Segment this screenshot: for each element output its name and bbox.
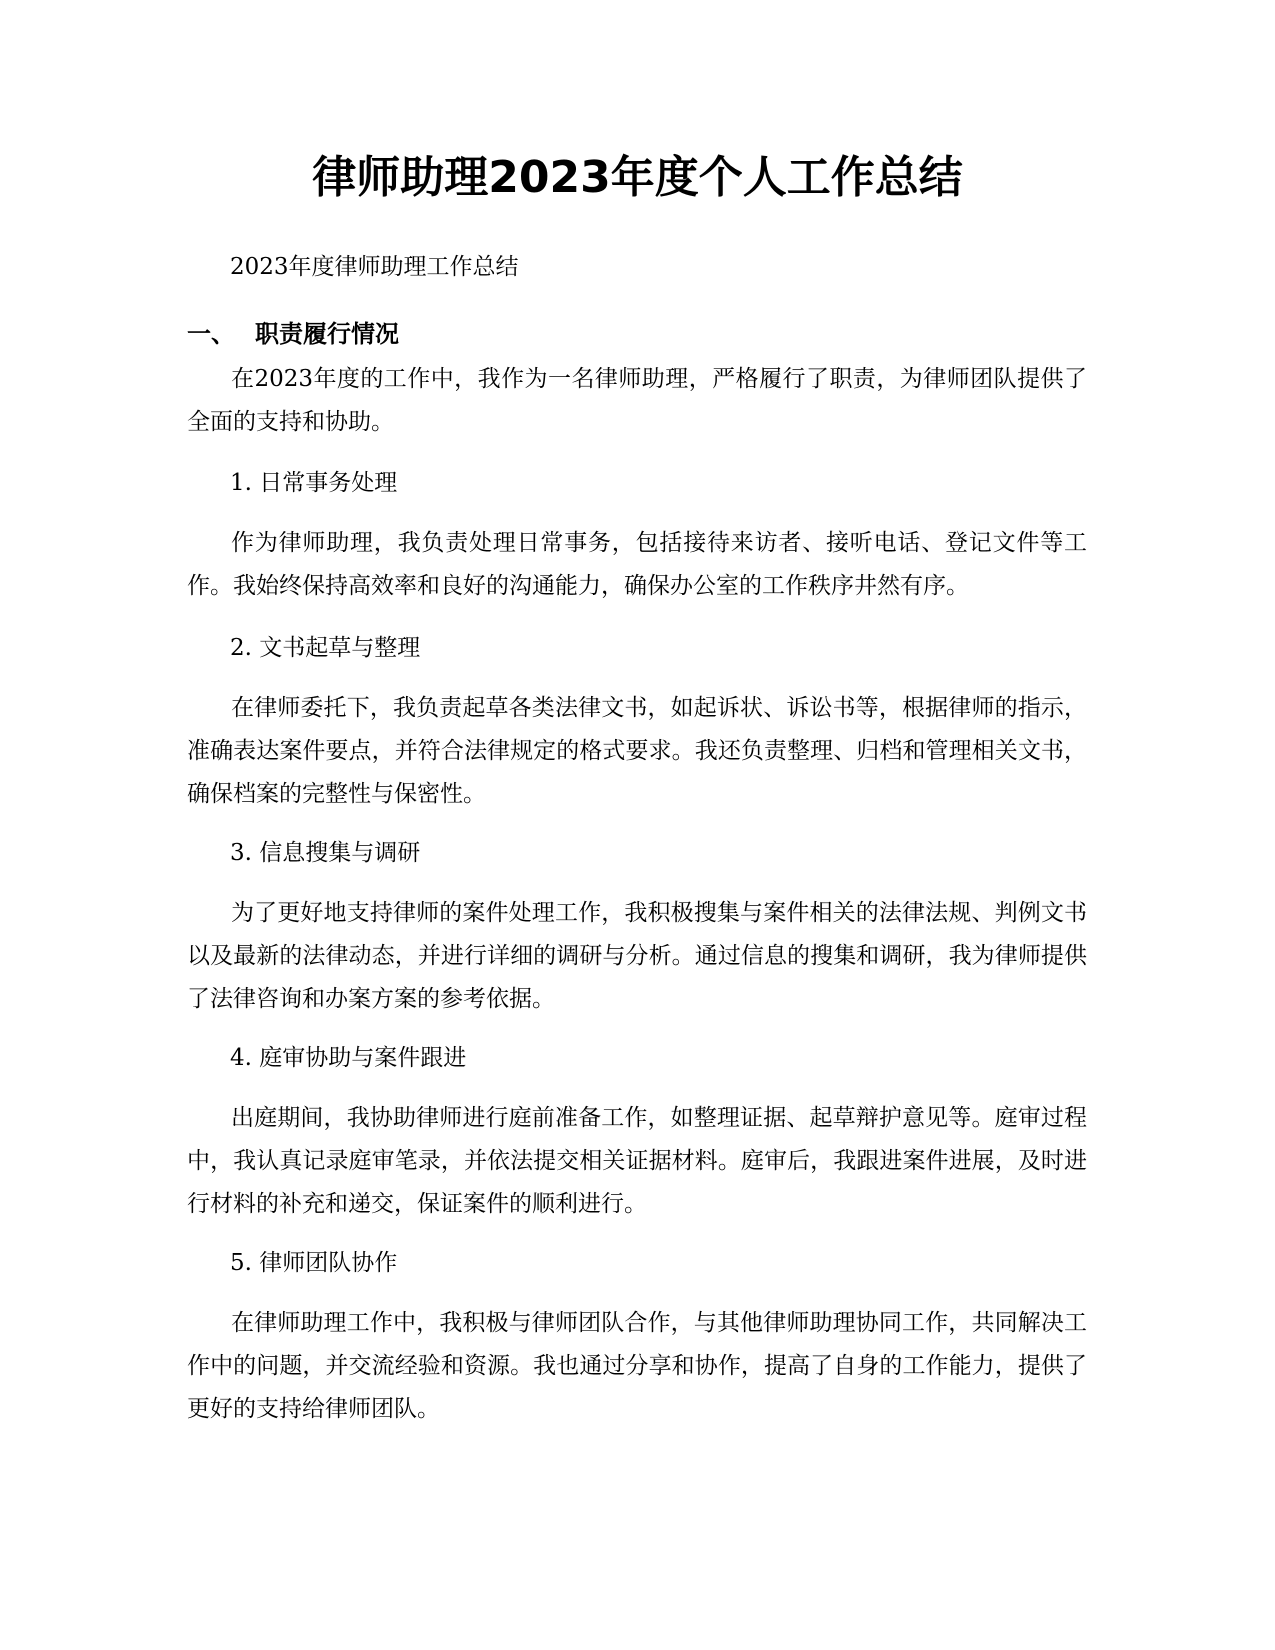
section-intro-paragraph: 在2023年度的工作中，我作为一名律师助理，严格履行了职责，为律师团队提供了全面的支持和协助。 bbox=[187, 366, 1087, 435]
section-heading-text: 职责履行情况 bbox=[255, 320, 399, 348]
item-heading-4: 4. 庭审协助与案件跟进 bbox=[230, 1045, 467, 1071]
document-title: 律师助理2023年度个人工作总结 bbox=[312, 152, 963, 203]
item-paragraph-5: 在律师助理工作中，我积极与律师团队合作，与其他律师助理协同工作，共同解决工作中的问题，并交流经验和资源。我也通过分享和协作，提高了自身的工作能力，提供了更好的支持给律师团队。 bbox=[187, 1310, 1087, 1422]
item-paragraph-4: 出庭期间，我协助律师进行庭前准备工作，如整理证据、起草辩护意见等。庭审过程中，我认真记录庭审笔录，并依法提交相关证据材料。庭审后，我跟进案件进展，及时进行材料的补充和递交，保证案件的顺利进行。 bbox=[187, 1105, 1087, 1217]
document-subtitle: 2023年度律师助理工作总结 bbox=[230, 254, 519, 280]
item-heading-5: 5. 律师团队协作 bbox=[230, 1250, 398, 1276]
item-paragraph-3: 为了更好地支持律师的案件处理工作，我积极搜集与案件相关的法律法规、判例文书以及最新的法律动态，并进行详细的调研与分析。通过信息的搜集和调研，我为律师提供了法律咨询和办案方案的参考依据。 bbox=[187, 900, 1087, 1012]
item-heading-2: 2. 文书起草与整理 bbox=[230, 635, 421, 661]
section-number: 一、 bbox=[187, 320, 235, 348]
section-heading bbox=[187, 314, 399, 349]
item-paragraph-2: 在律师委托下，我负责起草各类法律文书，如起诉状、诉讼书等，根据律师的指示，准确表达案件要点，并符合法律规定的格式要求。我还负责整理、归档和管理相关文书，确保档案的完整性与保密性。 bbox=[187, 695, 1087, 807]
item-heading-3: 3. 信息搜集与调研 bbox=[230, 840, 421, 866]
item-paragraph-1: 作为律师助理，我负责处理日常事务，包括接待来访者、接听电话、登记文件等工作。我始终保持高效率和良好的沟通能力，确保办公室的工作秩序井然有序。 bbox=[187, 530, 1087, 599]
item-heading-1: 1. 日常事务处理 bbox=[230, 470, 398, 496]
